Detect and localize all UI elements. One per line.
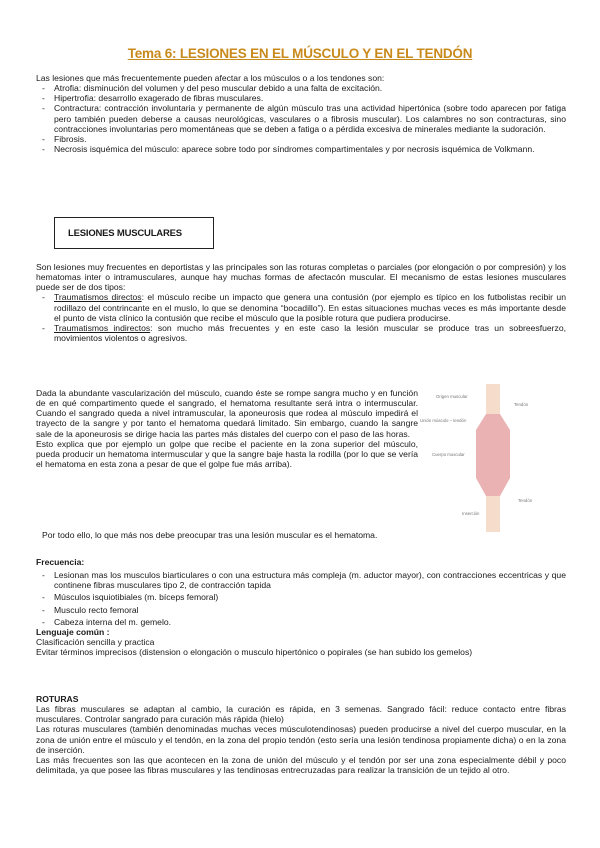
diagram-tendon-top (486, 384, 500, 414)
muscular-section (36, 262, 566, 343)
list-item: - Musculo recto femoral (42, 604, 139, 615)
roturas-paragraph-1: Las fibras musculares se adaptan al cambio, la curación es rápida, en 3 semenas. Sangrado fácil: reduce contacto entre fibras musculares. Controlar sangrado para curación más rápida (hielo) (36, 704, 566, 725)
page-title: Tema 6: LESIONES EN EL MÚSCULO Y EN EL TENDÓN (127, 46, 473, 61)
frecuencia-heading: Frecuencia: (36, 557, 85, 567)
list-item: - Hipertrofia: desarrollo exagerado de fibras musculares. (42, 93, 264, 104)
diagram-label-union: Unión músculo – tendón (420, 418, 467, 423)
list-item: - Traumatismos indirectos: son mucho más frecuentes y en este caso la lesión muscular se produce tras un sobreesfuerzo, movimientos violentos o agresivos. (42, 322, 566, 343)
indirect-label: Traumatismos indirectos (54, 322, 151, 333)
hematoma-paragraph-2: Esto explica que por ejemplo un golpe que recibe el paciente en la zona superior del músculo, pueda producir un hematoma intermuscular y que la sangre baje hasta la rodilla (por lo que se vería el hematoma en esta zona a pesar de que el golpe fue más arriba). (36, 438, 418, 469)
muscle-tendon-diagram (418, 384, 568, 532)
intro-lead: Las lesiones que más frecuentemente pueden afectar a los músculos o a los tendones son: (36, 73, 385, 83)
roturas-paragraph-3: Las más frecuentes son las que acontecen en la zona de unión del músculo y el tendón por ser una zona especialmente débil y poco delimitada, ya que posee las fibras musculares y las tendinosas entrecruzadas para realizar la transición de un tejido al otro. (36, 754, 566, 775)
diagram-muscle-body (476, 414, 510, 496)
roturas-paragraph-2: Las roturas musculares (también denominadas muchas veces músculotendinosas) pueden producirse a nivel del cuerpo muscular, en la zona de unión entre el músculo y el tendón, en la zona del propio tendón (esto sería una lesión tendinosa propiamente dicha) o en la zona de inserción. (36, 724, 566, 755)
list-item: - Fibrosis. (42, 133, 87, 144)
diagram-tendon-bottom (486, 496, 500, 532)
intro-list (36, 83, 566, 154)
frecuencia-section (36, 557, 566, 657)
lenguaje-heading: Lenguaje común : (36, 626, 110, 637)
lenguaje-line-2: Evitar términos imprecisos (distension o elongación o musculo hipertónico o popirales (se han subido los gemelos) (36, 647, 473, 658)
intro-section (36, 73, 566, 154)
hematoma-paragraph-3: Por todo ello, lo que más nos debe preocupar tras una lesión muscular es el hematoma. (42, 530, 378, 540)
diagram-label-insercion: Inserción (462, 511, 480, 516)
mechanism-list (36, 292, 566, 343)
diagram-label-cuerpo: Cuerpo muscular (432, 452, 465, 457)
list-item: - Traumatismos directos: el músculo recibe un impacto que genera una contusión (por ejemplo es típico en los futbolistas recibir un rodillazo del contrincante en el muslo, lo que se denomina “bocadillo”). En estas situaciones muchas veces es más importante desde el punto de vista clínico la contusión que recibe el músculo que la posible rotura que pudiera producirse. (42, 292, 566, 323)
diagram-label-tendon-bottom: Tendón (518, 498, 533, 503)
section-heading: LESIONES MUSCULARES (68, 228, 182, 239)
hematoma-paragraph-1: Dada la abundante vascularización del músculo, cuando éste se rompe sangra mucho y en función de en qué compartimento quede el sangrado, el hematoma resultante será intra o intermuscular. Cuando el sangrado queda a nivel intramuscular, la aponeurosis que rodea al músculo impedirá el trayecto de la sangre y por tanto el hematoma quedará limitado. Sin embargo, cuando la sangre sale de la aponeurosis se dirige hacia las partes más distales del cuerpo con el paso de las horas. (36, 388, 418, 439)
muscular-paragraph: Son lesiones muy frecuentes en deportistas y las principales son las roturas completas o parciales (por elongación o por compresión) y los hematomas inter o intramusculares, aunque hay muchas formas de afectacón muscular. El mecanismo de estas lesiones musculares puede ser de dos tipos: (36, 262, 566, 293)
lenguaje-line-1: Clasificación sencilla y practica (36, 636, 155, 647)
list-item: - Contractura: contracción involuntaria y permanente de algún músculo tras una actividad hipertónica (sobre todo aparecen por fatiga pero también pueden deberse a causas neurológicas, vasculares o a fibrosis muscular). Los calambres no son contracturas, sino contracciones involuntarias pero momentáneas que se deben a fatiga o a pérdida excesiva de minerales mediante la sudoración. (42, 103, 566, 134)
list-item: - Atrofia: disminución del volumen y del peso muscular debido a una falta de excitación. (42, 83, 383, 94)
roturas-section (36, 694, 566, 775)
roturas-heading: ROTURAS (36, 694, 79, 704)
list-item: - Necrosis isquémica del músculo: aparece sobre todo por síndromes compartimentales y por necrosis isquémica de Volkmann. (42, 143, 535, 154)
direct-label: Traumatismos directos (54, 292, 142, 303)
list-item: - Músculos isquiotibiales (m. bíceps femoral) (42, 592, 219, 603)
hematoma-section (36, 388, 418, 469)
diagram-label-tendon-top: Tendón (514, 402, 529, 407)
list-item: - Cabeza interna del m. gemelo. (42, 616, 172, 627)
section-heading-box (54, 217, 214, 249)
list-item: - Lesionan mas los musculos biarticulares o con una estructura más compleja (m. aductor mayor), con contracciones eccentricas y que continene fibras musculares tipo 2, de contracción tapida (42, 570, 566, 591)
diagram-label-origen: Origen muscular (436, 394, 468, 399)
frecuencia-list (36, 570, 566, 627)
